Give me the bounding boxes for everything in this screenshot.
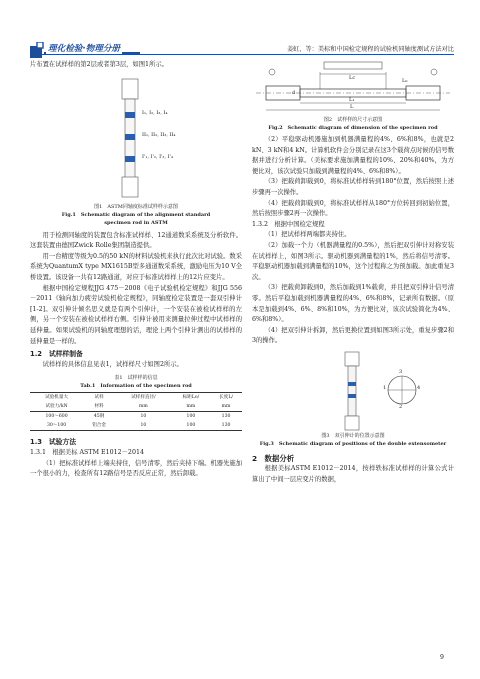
- paragraph: （3）把载荷卸载到0，然后加载到1%载荷，并且把双引伸计信号清零。然后平稳加载到机器满量程的4%、6%和8%，记录所有数据。（原本是加载到4%、6%、8%和10%，为方便比对，该次试验简化为4%、6%和8%）。: [252, 284, 454, 324]
- table-cell: 100～600: [45, 414, 68, 420]
- paragraph: （2）平稳驱动机器施加到机器满量程的4%、6%和8%，也就是2 kN、3 kN和4 kN。计算机软件会分别记录在这3个载荷点时候的信号数据并进行分析计算。（美标要求施加满量程的10%、20%和40%，为方便比对，该次试验只加载到满量程的4%、6%和8%）。: [252, 136, 454, 175]
- subsection-heading-1-3-2: 1.3.2 根据中国检定规程: [252, 220, 325, 228]
- table-header-row: [30, 402, 242, 412]
- position-number: 1: [383, 384, 387, 391]
- paragraph: （3）把载荷卸载到0，将标准试样样转到180°位置，然后按照上述步骤再一次操作。: [252, 178, 454, 196]
- figure-3: [252, 350, 454, 432]
- paragraph: 根据中国检定规程JJG 475－2008《电子试验机检定规程》和JJG 556－2011《轴向加力疲劳试验机检定规程》，同轴度检定装置是一套双引伸计[1-2]。双引伸计倾名思义就是有两个引伸计，一个安装在被检试样样的左侧，另一个安装在被检试样样右侧。引伸计被用来测量拉伸过程中试样样的延伸量。如果试验机的同轴度理想的话，理论上两个引伸计测出的试样样的延伸量是一样的。: [30, 284, 242, 345]
- figure-3-caption-cn: 图3 双引伸计的位置示意图: [321, 432, 385, 439]
- figure-1: [30, 77, 242, 203]
- table-1-title-en: Tab.1 Information of the specimen rod: [80, 383, 192, 390]
- right-column: [252, 60, 454, 486]
- table-header-cell: mm: [172, 402, 210, 412]
- paragraph: 试样样的具体信息见表1，试样样尺寸如图2所示。: [42, 360, 183, 368]
- figure-2: [252, 60, 454, 116]
- subsection-heading-1-3-1: 1.3.1 根据美标 ASTM E1012－2014: [30, 448, 144, 456]
- header-rule: [30, 54, 454, 55]
- position-number: 3: [399, 368, 403, 375]
- table-header-cell: 试样: [83, 393, 115, 403]
- table-cell: 铝合金: [83, 421, 115, 431]
- paragraph: 用一台精度等级为0.5的50 kN的材料试验机来执行此次比对试验。数采系统为QuantumX type MX1615B型多通道数采系统，激励电压为10 V全桥设置。该设备一共有12路通道，对应于标准试样样上的12片应变片。: [30, 252, 242, 281]
- table-cell: 100: [186, 414, 196, 420]
- gauge-label-bottom: I'₁, I'₂, I'₃, I'₄: [142, 153, 173, 160]
- table-row: [30, 412, 242, 422]
- paragraph: （4）把双引伸计拆卸，然后更换位置到如图3所示处，重复步骤2和3的操作。: [252, 326, 454, 345]
- alignment-specimen-drawing: [30, 77, 242, 203]
- dim-label-l1: L₁: [349, 97, 355, 103]
- table-header-cell: 材料: [83, 402, 115, 412]
- table-row: [30, 421, 242, 431]
- table-header-cell: 试验力/kN: [30, 402, 83, 412]
- figure-3-caption-en: Fig.3 Schematic diagram of positions of the double extensometer: [259, 440, 447, 447]
- table-header-cell: 试验机量大: [30, 393, 83, 403]
- left-column: [30, 60, 242, 480]
- table-cell: 130: [221, 414, 231, 420]
- table-1-title-cn: 表1 试样样的信息: [114, 375, 158, 382]
- table-cell: 10: [115, 421, 172, 431]
- table-header-row: [30, 393, 242, 403]
- extensometer-position-drawing: [252, 350, 454, 432]
- paragraph: 根据美标ASTM E1012－2014，按样轶标准试样样的计算公式计算出了中间一层应变片的数据，: [252, 465, 454, 484]
- running-title: 姜虹，等：美标和中国检定规程的试验机同轴度测试方法对比: [286, 46, 454, 53]
- section-heading-1-2: 1.2 试样样制备: [30, 350, 83, 359]
- table-header-cell: 试样样直径/: [115, 393, 172, 403]
- figure-2-caption-cn: 图2 试样样的尺寸示意图: [323, 117, 383, 123]
- paragraph: （2）加载一个力（机器满量程的0.5%），然后把双引伸计对称安装在试样样上，如图3所示。驱动机器到满量程的1%，然后将信号清零。平稳驱动机器加载到满量程的10%，这个过程称之为预加载。加此重复3次。: [252, 241, 454, 281]
- table-header-cell: 长度L/: [210, 393, 242, 403]
- paragraph: （1）把试样样两端都夹持住。: [264, 231, 351, 239]
- figure-2-caption-en: Fig.2 Schematic diagram of dimension of the specimen rod: [268, 125, 438, 131]
- dim-label-l: L: [350, 104, 354, 110]
- figure-1-caption-en-2: specimen rod in ASTM: [104, 219, 168, 226]
- table-header-cell: mm: [210, 402, 242, 412]
- section-heading-1-3: 1.3 试验方法: [30, 438, 77, 447]
- table-cell: 130: [210, 421, 242, 431]
- section-heading-2: 2 数据分析: [252, 453, 295, 463]
- table-cell: 100: [172, 421, 210, 431]
- journal-logo: [30, 42, 140, 60]
- dim-label-l0: L₀: [402, 78, 408, 84]
- gauge-label-top: I₁, I₂, I₃, I₄: [142, 109, 168, 116]
- table-cell: 30～100: [30, 421, 83, 431]
- dim-label-d: d: [292, 90, 296, 96]
- logo-text: 理化检验·物理分册: [48, 44, 121, 54]
- figure-1-caption-en: Fig.1 Schematic diagram of the alignment standard: [61, 211, 211, 218]
- paragraph: （4）把载荷卸载到0，将标准试样样从180°方位转回到初始位置，然后按照步骤2再一次操作。: [252, 199, 454, 218]
- figure-1-caption-cn: 图1 ASTM同轴度标准试样样示意图: [94, 203, 178, 210]
- position-number: 2: [399, 403, 403, 410]
- dim-label-lc: Lc: [349, 75, 356, 81]
- table-header-cell: 标距Lo/: [172, 393, 210, 403]
- intro-text: 片布置在试样样的第2层或者第3层，如图1所示。: [30, 61, 168, 68]
- specimen-info-table: [30, 392, 242, 431]
- paragraph: （1）把标准试样样上端夹持住，信号清零，然后夹持下端。机器先施加一个很小的力，检查所有12路信号是否反应正常，然后卸载。: [30, 459, 242, 478]
- table-cell: 45钢: [93, 414, 105, 420]
- position-number: 4: [417, 384, 421, 391]
- table-cell: 10: [140, 414, 147, 420]
- paragraph: 用于检测同轴度的装置包含标准试样样、12通道数采系统及分析软件。这套装置由德国Zwick Rolle集团制造提供。: [30, 231, 242, 250]
- page-number: 9: [440, 654, 444, 661]
- table-header-cell: mm: [115, 402, 172, 412]
- gauge-label-middle: II₁, II₂, II₃, II₄: [142, 131, 176, 138]
